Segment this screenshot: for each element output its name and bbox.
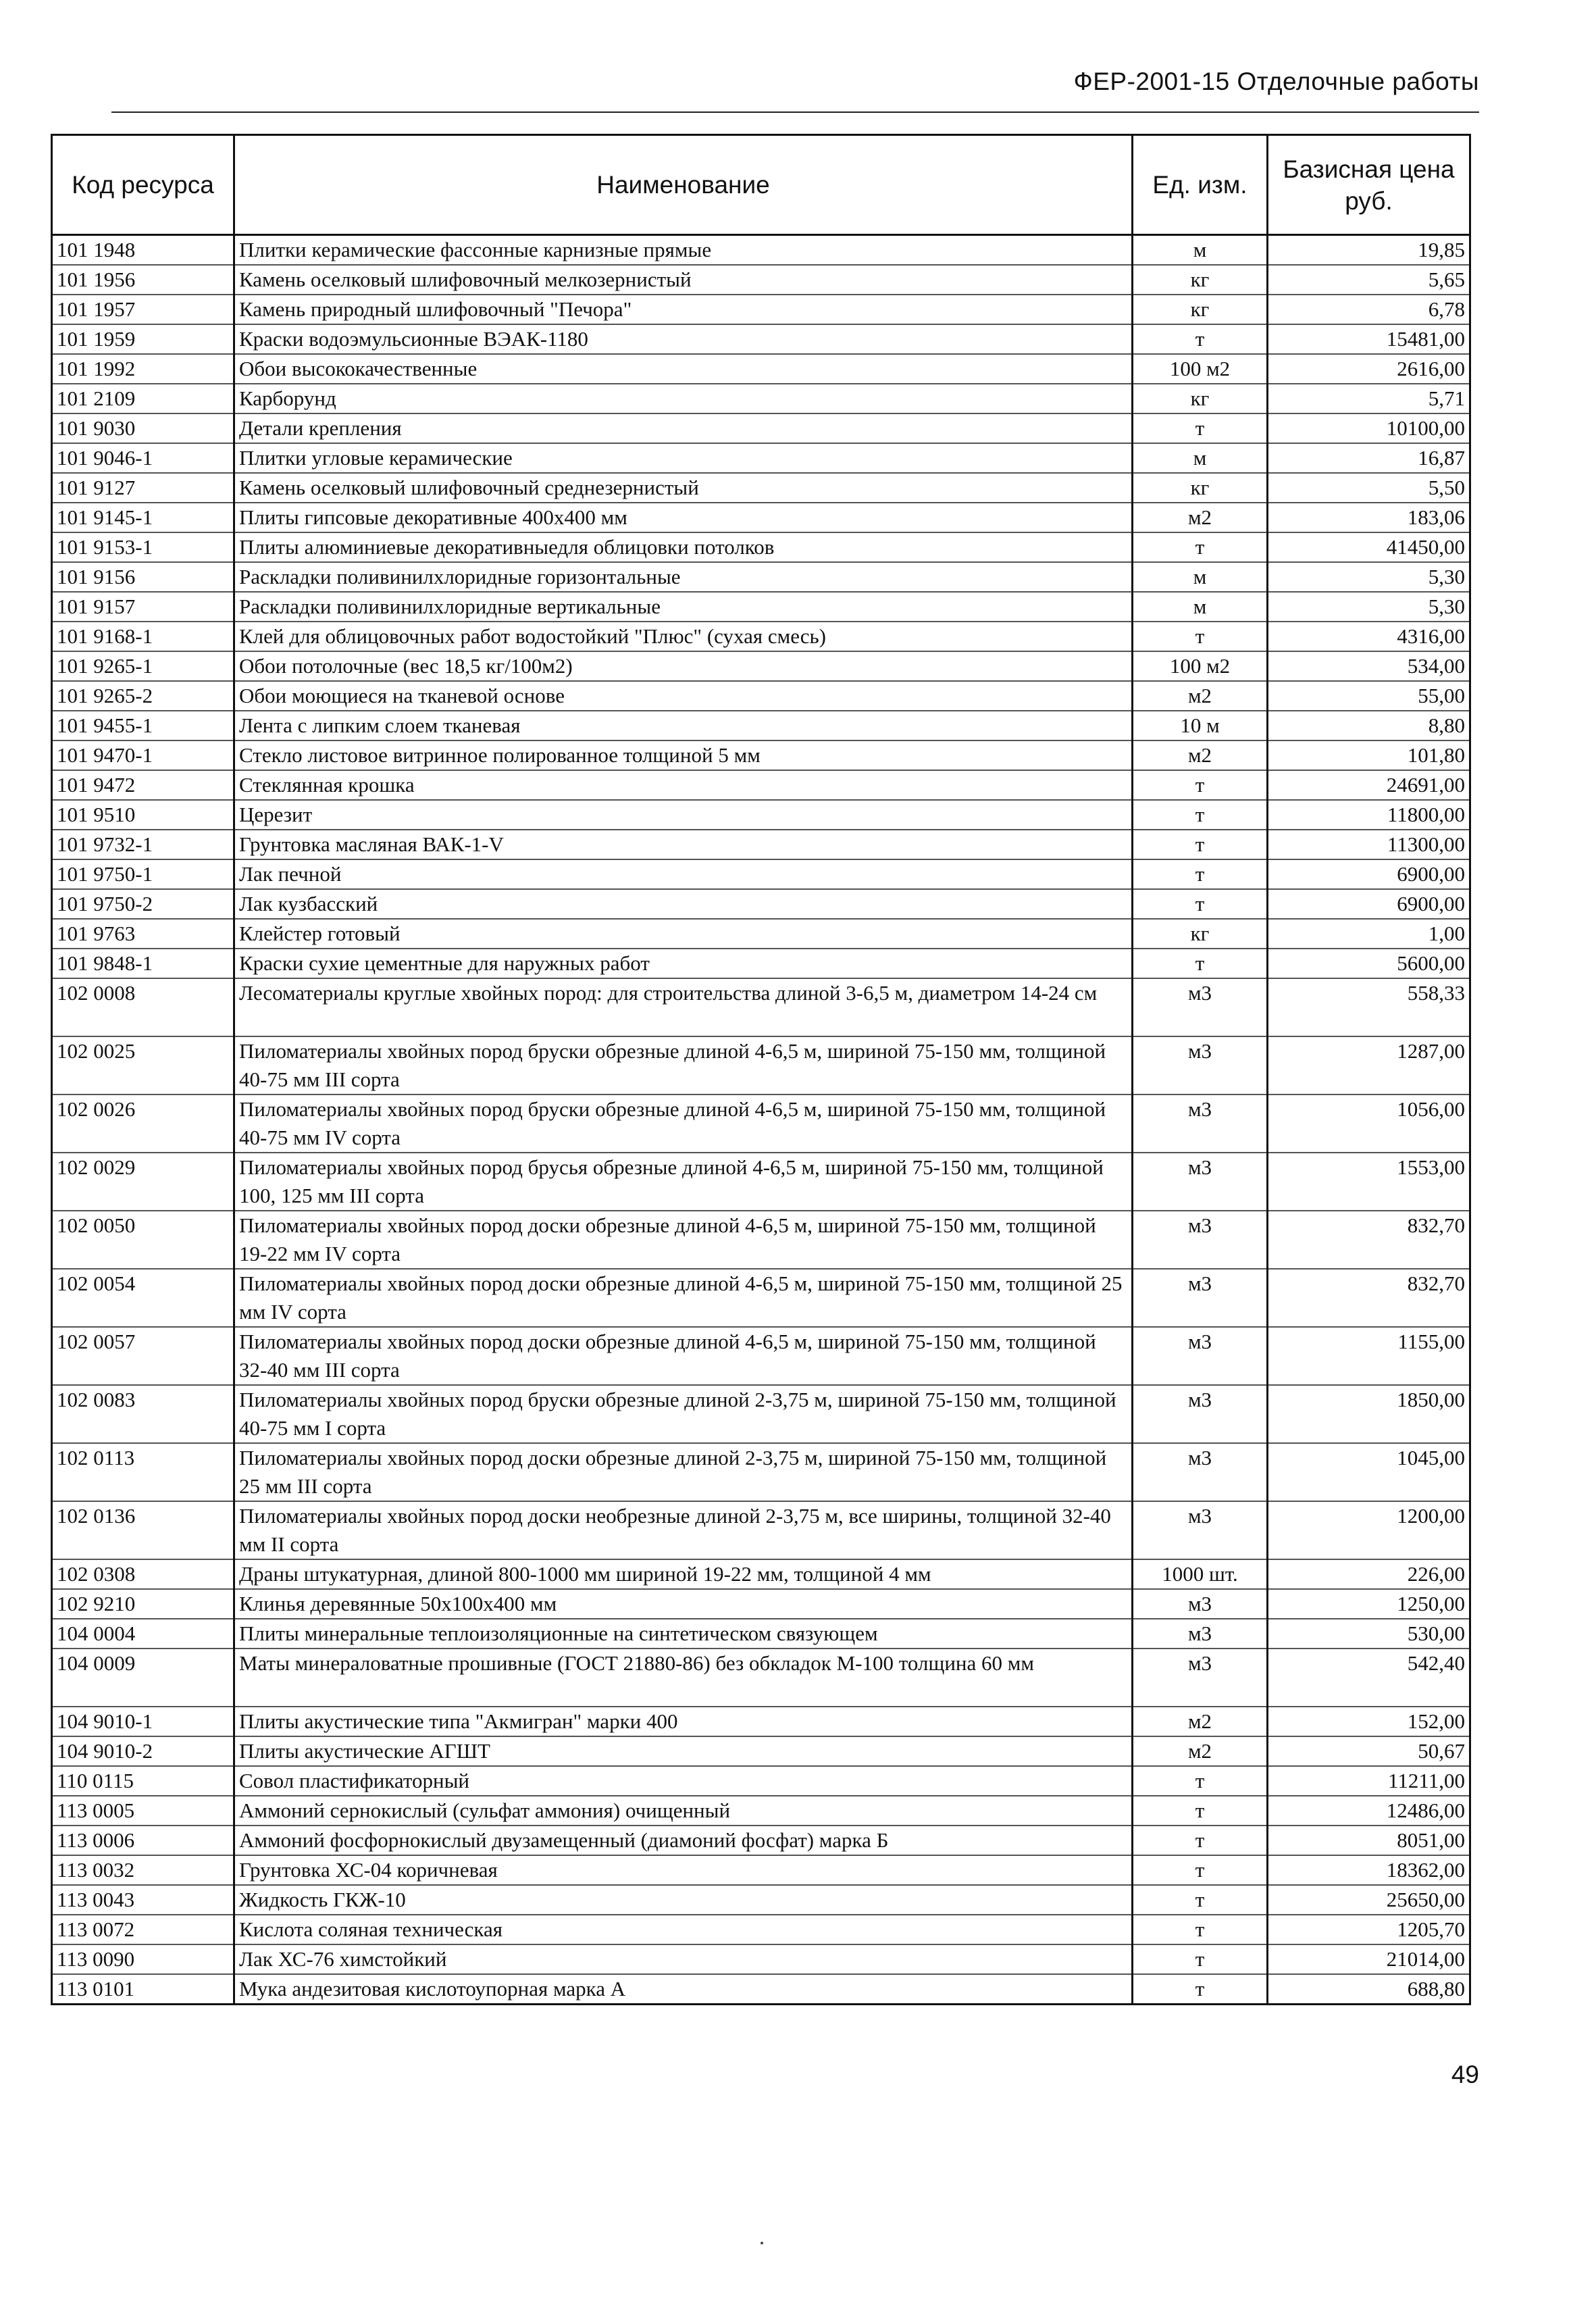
cell-price: 11300,00 <box>1268 830 1470 859</box>
table-row <box>52 622 1470 651</box>
cell-unit: т <box>1133 1915 1268 1944</box>
cell-unit: кг <box>1133 384 1268 413</box>
table-row <box>52 681 1470 711</box>
table-row <box>52 1707 1470 1736</box>
table-row <box>52 324 1470 354</box>
cell-unit: т <box>1133 800 1268 830</box>
cell-name: Плиты гипсовые декоративные 400х400 мм <box>234 503 1133 532</box>
table-header-row <box>52 135 1470 235</box>
table-row <box>52 859 1470 889</box>
cell-code: 101 9732-1 <box>52 830 234 859</box>
table-row <box>52 1855 1470 1885</box>
table-row <box>52 1826 1470 1855</box>
cell-name: Маты минераловатные прошивные (ГОСТ 21880-86) без обкладок М-100 толщина 60 мм <box>234 1649 1133 1707</box>
cell-name: Кислота соляная техническая <box>234 1915 1133 1944</box>
cell-unit: м2 <box>1133 681 1268 711</box>
cell-code: 104 0009 <box>52 1649 234 1707</box>
cell-price: 1553,00 <box>1268 1153 1470 1211</box>
cell-unit: м3 <box>1133 1153 1268 1211</box>
cell-name: Грунтовка масляная ВАК-1-V <box>234 830 1133 859</box>
cell-code: 101 9510 <box>52 800 234 830</box>
cell-code: 102 0057 <box>52 1327 234 1385</box>
cell-price: 21014,00 <box>1268 1944 1470 1974</box>
cell-code: 101 9168-1 <box>52 622 234 651</box>
cell-price: 5600,00 <box>1268 949 1470 978</box>
cell-code: 113 0072 <box>52 1915 234 1944</box>
cell-name: Лак ХС-76 химстойкий <box>234 1944 1133 1974</box>
page-number: 49 <box>1451 2061 1479 2088</box>
cell-code: 101 9750-1 <box>52 859 234 889</box>
cell-name: Пиломатериалы хвойных пород доски обрезные длиной 4-6,5 м, шириной 75-150 мм, толщиной 19-22 мм IV сорта <box>234 1211 1133 1269</box>
cell-unit: м2 <box>1133 503 1268 532</box>
table-row <box>52 1327 1470 1385</box>
cell-unit: т <box>1133 1974 1268 2005</box>
cell-unit: т <box>1133 1796 1268 1826</box>
cell-unit: 10 м <box>1133 711 1268 740</box>
cell-name: Аммоний сернокислый (сульфат аммония) очищенный <box>234 1796 1133 1826</box>
table-row <box>52 978 1470 1036</box>
cell-unit: т <box>1133 324 1268 354</box>
cell-price: 5,50 <box>1268 473 1470 503</box>
cell-price: 1155,00 <box>1268 1327 1470 1385</box>
cell-unit: м3 <box>1133 1649 1268 1707</box>
cell-name: Раскладки поливинилхлоридные вертикальные <box>234 592 1133 622</box>
cell-name: Мука андезитовая кислотоупорная марка А <box>234 1974 1133 2005</box>
cell-price: 530,00 <box>1268 1619 1470 1649</box>
table-row <box>52 1095 1470 1153</box>
cell-price: 1205,70 <box>1268 1915 1470 1944</box>
cell-unit: м <box>1133 562 1268 592</box>
cell-code: 101 1956 <box>52 265 234 295</box>
cell-code: 113 0090 <box>52 1944 234 1974</box>
cell-code: 113 0101 <box>52 1974 234 2005</box>
cell-unit: кг <box>1133 265 1268 295</box>
cell-code: 113 0005 <box>52 1796 234 1826</box>
cell-name: Жидкость ГКЖ-10 <box>234 1885 1133 1915</box>
cell-name: Камень оселковый шлифовочный среднезернистый <box>234 473 1133 503</box>
cell-price: 55,00 <box>1268 681 1470 711</box>
cell-name: Камень природный шлифовочный "Печора" <box>234 295 1133 324</box>
cell-name: Обои потолочные (вес 18,5 кг/100м2) <box>234 651 1133 681</box>
table-row <box>52 1915 1470 1944</box>
cell-name: Раскладки поливинилхлоридные горизонтальные <box>234 562 1133 592</box>
cell-code: 102 9210 <box>52 1589 234 1619</box>
cell-code: 104 9010-2 <box>52 1736 234 1766</box>
cell-name: Пиломатериалы хвойных пород доски необрезные длиной 2-3,75 м, все ширины, толщиной 32-40 мм II сорта <box>234 1501 1133 1559</box>
cell-price: 12486,00 <box>1268 1796 1470 1826</box>
cell-code: 102 0008 <box>52 978 234 1036</box>
cell-name: Стекло листовое витринное полированное толщиной 5 мм <box>234 740 1133 770</box>
cell-code: 102 0083 <box>52 1385 234 1443</box>
cell-name: Обои высококачественные <box>234 354 1133 384</box>
cell-name: Карборунд <box>234 384 1133 413</box>
cell-name: Плиты акустические типа "Акмигран" марки 400 <box>234 1707 1133 1736</box>
cell-name: Краски сухие цементные для наружных работ <box>234 949 1133 978</box>
cell-name: Аммоний фосфорнокислый двузамещенный (диамоний фосфат) марка Б <box>234 1826 1133 1855</box>
cell-unit: м3 <box>1133 1589 1268 1619</box>
cell-price: 101,80 <box>1268 740 1470 770</box>
table-row <box>52 1269 1470 1327</box>
cell-unit: т <box>1133 1855 1268 1885</box>
cell-unit: 100 м2 <box>1133 354 1268 384</box>
header-rule <box>111 111 1479 113</box>
cell-price: 1056,00 <box>1268 1095 1470 1153</box>
cell-code: 101 9157 <box>52 592 234 622</box>
cell-unit: м2 <box>1133 1707 1268 1736</box>
cell-code: 102 0029 <box>52 1153 234 1211</box>
cell-price: 50,67 <box>1268 1736 1470 1766</box>
cell-name: Пиломатериалы хвойных пород бруски обрезные длиной 4-6,5 м, шириной 75-150 мм, толщиной 40-75 мм III сорта <box>234 1036 1133 1095</box>
table-row <box>52 770 1470 800</box>
cell-unit: м <box>1133 235 1268 266</box>
cell-name: Пиломатериалы хвойных пород бруски обрезные длиной 2-3,75 м, шириной 75-150 мм, толщиной 40-75 мм I сорта <box>234 1385 1133 1443</box>
table-row <box>52 562 1470 592</box>
table-row <box>52 592 1470 622</box>
cell-price: 41450,00 <box>1268 532 1470 562</box>
cell-code: 101 1957 <box>52 295 234 324</box>
cell-name: Плитки угловые керамические <box>234 443 1133 473</box>
cell-unit: м2 <box>1133 1736 1268 1766</box>
table-row <box>52 503 1470 532</box>
cell-name: Грунтовка ХС-04 коричневая <box>234 1855 1133 1885</box>
cell-code: 101 9127 <box>52 473 234 503</box>
cell-code: 101 9750-2 <box>52 889 234 919</box>
cell-unit: т <box>1133 1885 1268 1915</box>
cell-code: 102 0054 <box>52 1269 234 1327</box>
cell-price: 152,00 <box>1268 1707 1470 1736</box>
cell-unit: т <box>1133 622 1268 651</box>
cell-unit: т <box>1133 889 1268 919</box>
cell-name: Лента с липким слоем тканевая <box>234 711 1133 740</box>
table-row <box>52 1766 1470 1796</box>
table-row <box>52 265 1470 295</box>
cell-unit: т <box>1133 770 1268 800</box>
cell-code: 101 1959 <box>52 324 234 354</box>
cell-name: Клинья деревянные 50х100х400 мм <box>234 1589 1133 1619</box>
cell-price: 11800,00 <box>1268 800 1470 830</box>
cell-price: 226,00 <box>1268 1559 1470 1589</box>
cell-price: 2616,00 <box>1268 354 1470 384</box>
cell-price: 1,00 <box>1268 919 1470 949</box>
cell-price: 6900,00 <box>1268 859 1470 889</box>
column-header-price: Базисная цена руб. <box>1268 135 1470 235</box>
cell-unit: м3 <box>1133 1036 1268 1095</box>
cell-name: Пиломатериалы хвойных пород доски обрезные длиной 2-3,75 м, шириной 75-150 мм, толщиной 25 мм III сорта <box>234 1443 1133 1501</box>
table-row <box>52 1944 1470 1974</box>
cell-name: Плиты алюминиевые декоративныедля облицовки потолков <box>234 532 1133 562</box>
cell-code: 101 9153-1 <box>52 532 234 562</box>
cell-code: 104 9010-1 <box>52 1707 234 1736</box>
table-body <box>52 235 1470 2005</box>
cell-code: 101 2109 <box>52 384 234 413</box>
table-row <box>52 413 1470 443</box>
cell-code: 102 0026 <box>52 1095 234 1153</box>
cell-unit: т <box>1133 413 1268 443</box>
cell-unit: м3 <box>1133 1443 1268 1501</box>
table-row <box>52 919 1470 949</box>
table-row <box>52 1385 1470 1443</box>
cell-name: Клей для облицовочных работ водостойкий "Плюс" (сухая смесь) <box>234 622 1133 651</box>
cell-price: 16,87 <box>1268 443 1470 473</box>
cell-price: 18362,00 <box>1268 1855 1470 1885</box>
cell-unit: м3 <box>1133 1619 1268 1649</box>
table-row <box>52 1649 1470 1707</box>
cell-name: Церезит <box>234 800 1133 830</box>
cell-unit: кг <box>1133 473 1268 503</box>
cell-unit: м3 <box>1133 1269 1268 1327</box>
cell-price: 11211,00 <box>1268 1766 1470 1796</box>
table-row <box>52 532 1470 562</box>
cell-unit: т <box>1133 1944 1268 1974</box>
cell-price: 1287,00 <box>1268 1036 1470 1095</box>
table-row <box>52 295 1470 324</box>
cell-price: 1200,00 <box>1268 1501 1470 1559</box>
cell-price: 183,06 <box>1268 503 1470 532</box>
cell-code: 102 0136 <box>52 1501 234 1559</box>
cell-code: 102 0113 <box>52 1443 234 1501</box>
cell-name: Детали крепления <box>234 413 1133 443</box>
cell-price: 8051,00 <box>1268 1826 1470 1855</box>
cell-name: Стеклянная крошка <box>234 770 1133 800</box>
cell-code: 104 0004 <box>52 1619 234 1649</box>
cell-unit: т <box>1133 532 1268 562</box>
cell-code: 110 0115 <box>52 1766 234 1796</box>
table-row <box>52 1589 1470 1619</box>
cell-name: Пиломатериалы хвойных пород доски обрезные длиной 4-6,5 м, шириной 75-150 мм, толщиной 25 мм IV сорта <box>234 1269 1133 1327</box>
cell-code: 101 9046-1 <box>52 443 234 473</box>
cell-price: 5,30 <box>1268 592 1470 622</box>
cell-price: 5,30 <box>1268 562 1470 592</box>
cell-name: Плитки керамические фассонные карнизные прямые <box>234 235 1133 266</box>
cell-code: 101 9145-1 <box>52 503 234 532</box>
cell-name: Краски водоэмульсионные ВЭАК-1180 <box>234 324 1133 354</box>
cell-price: 1045,00 <box>1268 1443 1470 1501</box>
table-row <box>52 949 1470 978</box>
cell-price: 6900,00 <box>1268 889 1470 919</box>
cell-code: 101 9763 <box>52 919 234 949</box>
cell-unit: 100 м2 <box>1133 651 1268 681</box>
cell-code: 113 0032 <box>52 1855 234 1885</box>
cell-code: 102 0308 <box>52 1559 234 1589</box>
column-header-name: Наименование <box>234 135 1133 235</box>
cell-price: 558,33 <box>1268 978 1470 1036</box>
table-row <box>52 1036 1470 1095</box>
table-row <box>52 1501 1470 1559</box>
cell-name: Камень оселковый шлифовочный мелкозернистый <box>234 265 1133 295</box>
cell-name: Пиломатериалы хвойных пород бруски обрезные длиной 4-6,5 м, шириной 75-150 мм, толщиной 40-75 мм IV сорта <box>234 1095 1133 1153</box>
table-row <box>52 443 1470 473</box>
cell-unit: м <box>1133 443 1268 473</box>
cell-name: Совол пластификаторный <box>234 1766 1133 1796</box>
cell-name: Драны штукатурная, длиной 800-1000 мм шириной 19-22 мм, толщиной 4 мм <box>234 1559 1133 1589</box>
table-row <box>52 711 1470 740</box>
table-row <box>52 800 1470 830</box>
cell-name: Плиты минеральные теплоизоляционные на синтетическом связующем <box>234 1619 1133 1649</box>
cell-code: 101 1948 <box>52 235 234 266</box>
cell-name: Лесоматериалы круглые хвойных пород: для строительства длиной 3-6,5 м, диаметром 14-24 см <box>234 978 1133 1036</box>
table-row <box>52 1211 1470 1269</box>
cell-unit: м3 <box>1133 1385 1268 1443</box>
cell-price: 688,80 <box>1268 1974 1470 2005</box>
cell-unit: т <box>1133 1826 1268 1855</box>
page-header: ФЕР-2001-15 Отделочные работы <box>1073 68 1479 95</box>
cell-price: 8,80 <box>1268 711 1470 740</box>
table-row <box>52 740 1470 770</box>
cell-code: 101 9470-1 <box>52 740 234 770</box>
cell-code: 101 9265-1 <box>52 651 234 681</box>
cell-price: 1250,00 <box>1268 1589 1470 1619</box>
table-row <box>52 235 1470 266</box>
cell-code: 101 9265-2 <box>52 681 234 711</box>
cell-unit: т <box>1133 830 1268 859</box>
column-header-code: Код ресурса <box>52 135 234 235</box>
cell-unit: м3 <box>1133 1211 1268 1269</box>
resource-price-table <box>51 134 1471 2005</box>
cell-code: 101 9030 <box>52 413 234 443</box>
cell-unit: м3 <box>1133 978 1268 1036</box>
cell-price: 15481,00 <box>1268 324 1470 354</box>
table-row <box>52 830 1470 859</box>
table-row <box>52 651 1470 681</box>
cell-code: 102 0050 <box>52 1211 234 1269</box>
cell-code: 101 9848-1 <box>52 949 234 978</box>
cell-price: 24691,00 <box>1268 770 1470 800</box>
cell-price: 534,00 <box>1268 651 1470 681</box>
cell-price: 1850,00 <box>1268 1385 1470 1443</box>
cell-unit: 1000 шт. <box>1133 1559 1268 1589</box>
table-row <box>52 473 1470 503</box>
table-row <box>52 1974 1470 2005</box>
cell-price: 4316,00 <box>1268 622 1470 651</box>
cell-code: 113 0043 <box>52 1885 234 1915</box>
cell-unit: м3 <box>1133 1501 1268 1559</box>
cell-code: 101 9472 <box>52 770 234 800</box>
cell-code: 101 9156 <box>52 562 234 592</box>
cell-price: 10100,00 <box>1268 413 1470 443</box>
cell-name: Пиломатериалы хвойных пород брусья обрезные длиной 4-6,5 м, шириной 75-150 мм, толщиной 100, 125 мм III сорта <box>234 1153 1133 1211</box>
cell-code: 101 1992 <box>52 354 234 384</box>
cell-unit: кг <box>1133 295 1268 324</box>
cell-price: 5,65 <box>1268 265 1470 295</box>
cell-price: 5,71 <box>1268 384 1470 413</box>
table-row <box>52 1443 1470 1501</box>
table-row <box>52 1619 1470 1649</box>
cell-unit: кг <box>1133 919 1268 949</box>
table-row <box>52 1153 1470 1211</box>
cell-price: 832,70 <box>1268 1211 1470 1269</box>
table-row <box>52 1736 1470 1766</box>
cell-unit: т <box>1133 949 1268 978</box>
cell-unit: м <box>1133 592 1268 622</box>
cell-code: 101 9455-1 <box>52 711 234 740</box>
cell-code: 102 0025 <box>52 1036 234 1095</box>
cell-code: 113 0006 <box>52 1826 234 1855</box>
cell-unit: м3 <box>1133 1095 1268 1153</box>
table-row <box>52 354 1470 384</box>
cell-price: 542,40 <box>1268 1649 1470 1707</box>
cell-name: Клейстер готовый <box>234 919 1133 949</box>
table-row <box>52 889 1470 919</box>
column-header-unit: Ед. изм. <box>1133 135 1268 235</box>
cell-price: 19,85 <box>1268 235 1470 266</box>
table-row <box>52 1559 1470 1589</box>
cell-name: Лак печной <box>234 859 1133 889</box>
cell-price: 832,70 <box>1268 1269 1470 1327</box>
cell-unit: м3 <box>1133 1327 1268 1385</box>
cell-unit: т <box>1133 859 1268 889</box>
cell-name: Пиломатериалы хвойных пород доски обрезные длиной 4-6,5 м, шириной 75-150 мм, толщиной 32-40 мм III сорта <box>234 1327 1133 1385</box>
cell-unit: т <box>1133 1766 1268 1796</box>
cell-name: Плиты акустические АГШТ <box>234 1736 1133 1766</box>
cell-price: 6,78 <box>1268 295 1470 324</box>
table-row <box>52 1885 1470 1915</box>
cell-name: Лак кузбасский <box>234 889 1133 919</box>
cell-price: 25650,00 <box>1268 1885 1470 1915</box>
cell-name: Обои моющиеся на тканевой основе <box>234 681 1133 711</box>
table-row <box>52 384 1470 413</box>
table-row <box>52 1796 1470 1826</box>
cell-unit: м2 <box>1133 740 1268 770</box>
scan-speck <box>761 2242 763 2244</box>
